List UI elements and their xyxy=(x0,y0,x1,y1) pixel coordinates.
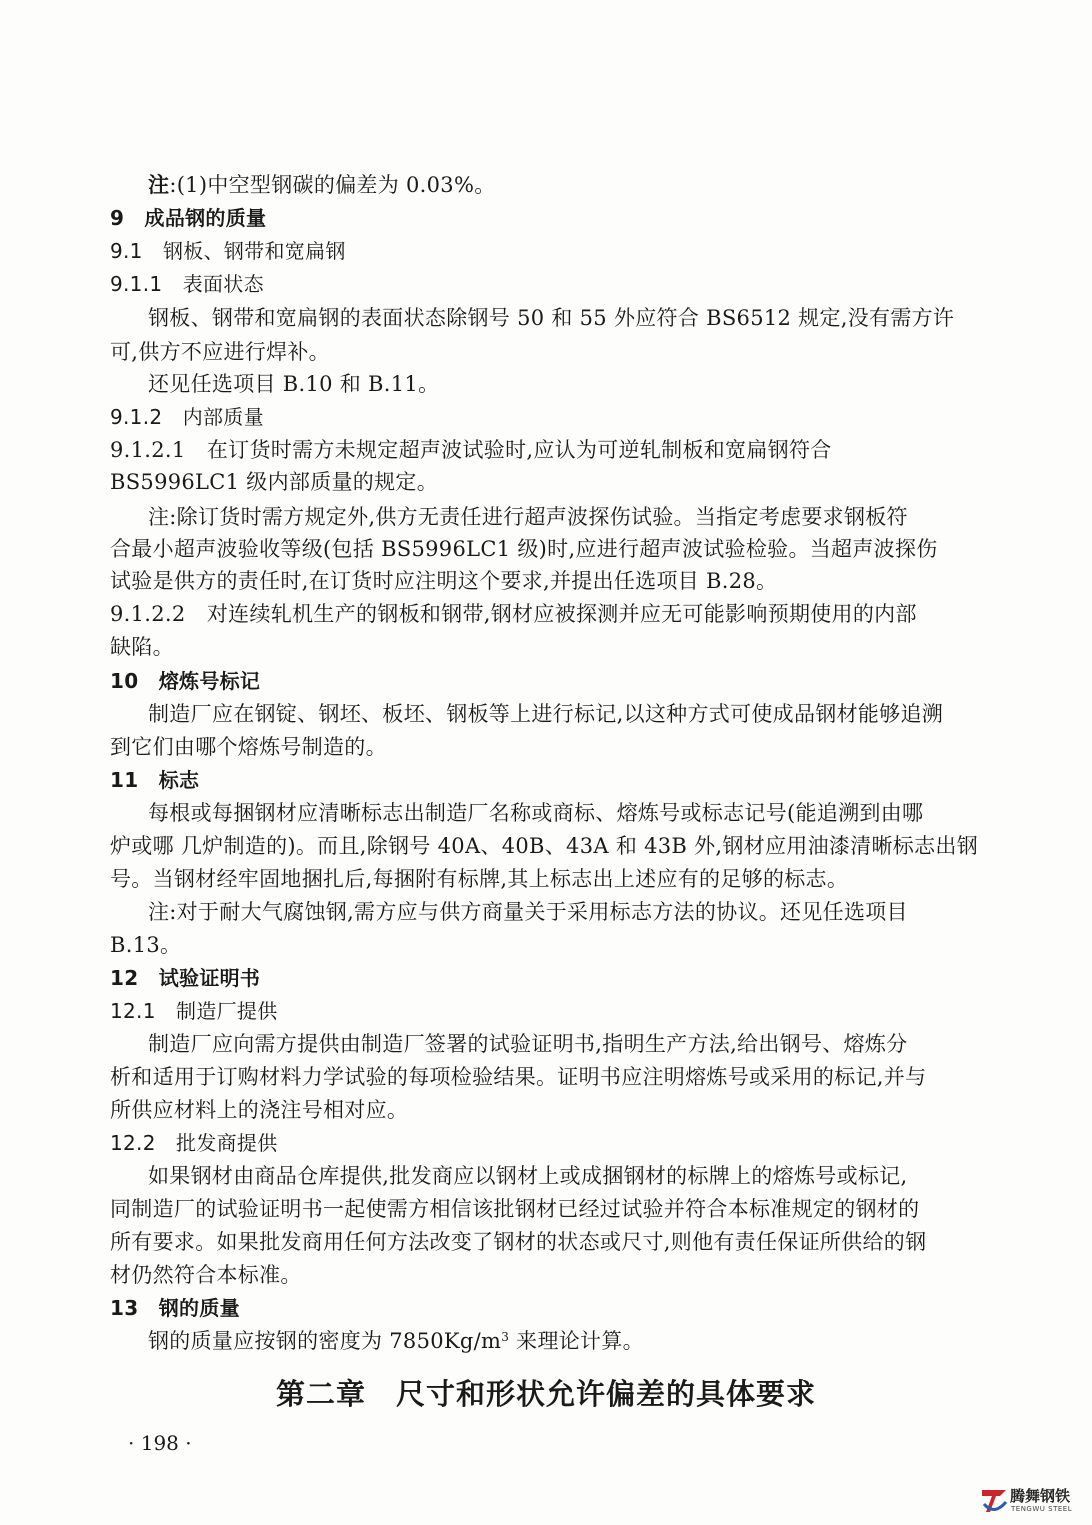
section-11-heading: 11 标志 xyxy=(110,768,200,792)
paragraph-line: 9.1.2.2 对连续轧机生产的钢板和钢带,钢材应被探测并应无可能影响预期使用的内部 xyxy=(110,602,917,626)
section-9-heading: 9 成品钢的质量 xyxy=(110,206,267,230)
paragraph-line: 合最小超声波验收等级(包括 BS5996LC1 级)时,应进行超声波试验检验。当超声波探伤 xyxy=(110,537,938,561)
paragraph-line-density: 钢的质量应按钢的密度为 $7850Kg/m^3$ 来理论计算。 xyxy=(148,1329,644,1353)
paragraph-line: 制造厂应在钢锭、钢坯、板坯、钢板等上进行标记,以这种方式可使成品钢材能够追溯 xyxy=(148,702,944,726)
section-12-2-heading: 12.2 批发商提供 xyxy=(110,1131,278,1155)
tengwu-logo-icon xyxy=(980,1486,1008,1516)
section-10-heading: 10 熔炼号标记 xyxy=(110,669,261,693)
chapter-title: 第二章 尺寸和形状允许偏差的具体要求 xyxy=(275,1377,816,1411)
section-12-heading: 12 试验证明书 xyxy=(110,966,261,990)
section-9-1-heading: 9.1 钢板、钢带和宽扁钢 xyxy=(110,239,346,263)
paragraph-line: BS5996LC1 级内部质量的规定。 xyxy=(110,470,439,494)
paragraph-line: 注:对于耐大气腐蚀钢,需方应与供方商量关于采用标志方法的协议。还见任选项目 xyxy=(148,900,908,924)
logo-en-text: TENGWU STEEL xyxy=(1011,1505,1073,1513)
paragraph-line: 注:除订货时需方规定外,供方无责任进行超声波探伤试验。当指定考虑要求钢板符 xyxy=(148,505,908,529)
paragraph-line: 析和适用于订购材料力学试验的每项检验结果。证明书应注明熔炼号或采用的标记,并与 xyxy=(110,1065,927,1089)
note-hollow-steel-carbon: 注:(1)中空型钢碳的偏差为 0.03%。 xyxy=(148,173,496,197)
section-12-1-heading: 12.1 制造厂提供 xyxy=(110,999,278,1023)
paragraph-line: 所供应材料上的浇注号相对应。 xyxy=(110,1098,409,1122)
logo-cn-text: 腾舞钢铁 xyxy=(1010,1487,1071,1505)
note-label: 注 xyxy=(148,173,170,197)
paragraph-line: 缺陷。 xyxy=(110,635,174,659)
section-9-1-1-heading: 9.1.1 表面状态 xyxy=(110,272,264,296)
paragraph-line: 钢板、钢带和宽扁钢的表面状态除钢号 50 和 55 外应符合 BS6512 规定,没有需方许 xyxy=(148,306,955,330)
superscript-3: 3 xyxy=(501,1330,510,1344)
paragraph-line: 制造厂应向需方提供由制造厂签署的试验证明书,指明生产方法,给出钢号、熔炼分 xyxy=(148,1032,908,1056)
paragraph-line: 还见任选项目 B.10 和 B.11。 xyxy=(148,372,440,396)
tengwu-steel-logo xyxy=(980,1484,1085,1520)
paragraph-line: 可,供方不应进行焊补。 xyxy=(110,340,330,364)
section-9-1-2-heading: 9.1.2 内部质量 xyxy=(110,405,264,429)
paragraph-line: B.13。 xyxy=(110,933,182,957)
paragraph-line: 所有要求。如果批发商用任何方法改变了钢材的状态或尺寸,则他有责任保证所供给的钢 xyxy=(110,1230,927,1254)
paragraph-line: 材仍然符合本标准。 xyxy=(110,1263,302,1287)
paragraph-line: 同制造厂的试验证明书一起使需方相信该批钢材已经过试验并符合本标准规定的钢材的 xyxy=(110,1197,920,1221)
paragraph-line: 如果钢材由商品仓库提供,批发商应以钢材上或成捆钢材的标牌上的熔炼号或标记, xyxy=(148,1164,908,1188)
paragraph-line: 每根或每捆钢材应清晰标志出制造厂名称或商标、熔炼号或标志记号(能追溯到由哪 xyxy=(148,801,924,825)
section-13-heading: 13 钢的质量 xyxy=(110,1296,240,1320)
paragraph-line: 9.1.2.1 在订货时需方未规定超声波试验时,应认为可逆轧制板和宽扁钢符合 xyxy=(110,438,832,462)
page-number: · 198 · xyxy=(128,1431,192,1455)
paragraph-line: 号。当钢材经牢固地捆扎后,每捆附有标牌,其上标志出上述应有的足够的标志。 xyxy=(110,867,849,891)
paragraph-line: 炉或哪 几炉制造的)。而且,除钢号 40A、40B、43A 和 43B 外,钢材应用油漆清晰标志出钢 xyxy=(110,834,978,858)
paragraph-line: 到它们由哪个熔炼号制造的。 xyxy=(110,735,387,759)
paragraph-line: 试验是供方的责任时,在订货时应注明这个要求,并提出任选项目 B.28。 xyxy=(110,569,778,593)
